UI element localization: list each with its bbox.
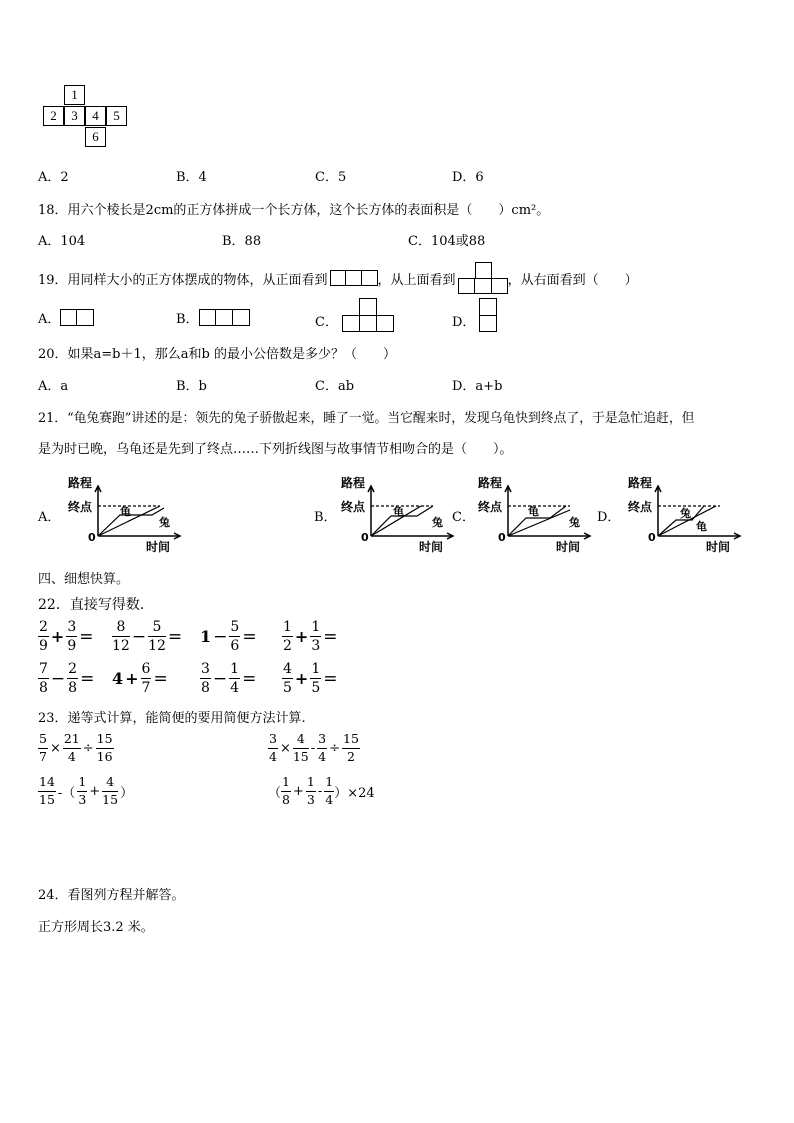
net-cell: 1: [64, 85, 85, 105]
q22-title: 22．直接写得数．: [38, 597, 154, 613]
q23-expr-1: $\frac{5}{7}$ × $\frac{21}{4}$ ÷ $\frac{15}{16}$: [39, 731, 113, 764]
q20-option-d[interactable]: D．a+b: [452, 379, 503, 394]
top-view-figure: [458, 262, 508, 294]
q19-option-a-label: A．: [38, 312, 61, 327]
q23-expr-4: （ $\frac{1}{8}$ + $\frac{1}{3}$ - $\frac{1}{4}$ ）×24: [268, 774, 375, 807]
q23-title: 23．递等式计算，能简便的要用简便方法计算.: [38, 711, 306, 726]
graph-y-label: 路程: [628, 476, 653, 490]
graph-origin: 0: [88, 531, 96, 544]
graph-rabbit-label: 兔: [569, 516, 580, 529]
q22-expr-3: 1 − $\frac{5}{6}$ =: [200, 619, 257, 654]
graph-end-label: 终点: [478, 500, 503, 514]
q19-text-2: ，从上面看到: [377, 272, 456, 288]
q22-expr-6: 4 + $\frac{6}{7}$ =: [112, 661, 168, 696]
q19-option-a-figure: [60, 309, 94, 326]
q21-option-c[interactable]: C．: [452, 510, 475, 525]
q20-option-c[interactable]: C．ab: [315, 379, 355, 394]
q19-option-c[interactable]: [315, 298, 394, 332]
q18-option-b[interactable]: B．88: [222, 234, 262, 249]
q20-text: 20．如果a=b＋1，那么a和b 的最小公倍数是多少？（ ）: [38, 347, 396, 362]
q22-expr-2: $\frac{8}{12}$ − $\frac{5}{12}$ =: [112, 619, 183, 654]
q18-text: 18．用六个棱长是2cm的正方体拼成一个长方体，这个长方体的表面积是（ ）cm²。: [38, 203, 550, 218]
graph-end-label: 终点: [341, 500, 366, 514]
graph-end-label: 终点: [68, 500, 93, 514]
q19-option-d-label: D．: [452, 314, 476, 330]
q19-option-c-label: C．: [315, 314, 338, 330]
graph-turtle-label: 龟: [393, 505, 404, 518]
net-cell: 4: [85, 106, 106, 126]
graph-a: [60, 470, 185, 555]
graph-y-label: 路程: [478, 476, 503, 490]
q21-option-b[interactable]: B．: [314, 510, 337, 525]
q20-option-b[interactable]: B．b: [176, 379, 207, 394]
q17-option-d[interactable]: D．6: [452, 170, 484, 185]
section-title: 四、细想快算。: [38, 572, 130, 587]
graph-b: [333, 470, 458, 555]
graph-d: [620, 470, 745, 555]
q24-text: 正方形周长3.2 米。: [38, 920, 154, 935]
graph-c: [470, 470, 595, 555]
q21-option-a[interactable]: A．: [38, 510, 61, 525]
graph-x-label: 时间: [556, 540, 581, 554]
q19-option-a[interactable]: [38, 308, 94, 327]
q19-option-d-figure: [479, 298, 497, 332]
net-cell: 5: [106, 106, 127, 126]
q20-option-a[interactable]: A．a: [38, 379, 69, 394]
graph-y-label: 路程: [68, 476, 93, 490]
graph-rabbit-label: 兔: [432, 516, 443, 529]
net-cell: 2: [43, 106, 64, 126]
q17-option-b[interactable]: B．4: [176, 170, 207, 185]
q22-expr-7: $\frac{3}{8}$ − $\frac{1}{4}$ =: [201, 661, 257, 696]
q19-text-1: 19．用同样大小的正方体摆成的物体，从正面看到: [38, 272, 328, 288]
q22-expr-5: $\frac{7}{8}$ − $\frac{2}{8}$ =: [39, 661, 95, 696]
graph-y-label: 路程: [341, 476, 366, 490]
graph-origin: 0: [361, 531, 369, 544]
q19-text-3: ，从右面看到（ ）: [507, 272, 638, 288]
net-cell: 3: [64, 106, 85, 126]
graph-turtle-label: 龟: [528, 505, 539, 518]
graph-rabbit-label: 兔: [159, 516, 170, 529]
front-view-figure: [330, 270, 378, 286]
q22-expr-4: $\frac{1}{2}$ + $\frac{1}{3}$ =: [283, 619, 338, 654]
graph-turtle-label: 龟: [120, 505, 131, 518]
net-cell: 6: [85, 127, 106, 147]
q19-question: [38, 262, 638, 294]
q24-title: 24．看图列方程并解答。: [38, 888, 185, 903]
q19-option-b-figure: [199, 309, 250, 326]
q23-expr-2: $\frac{3}{4}$ × $\frac{4}{15}$ - $\frac{3}{4}$ ÷ $\frac{15}{2}$: [269, 731, 359, 764]
q17-option-a[interactable]: A．2: [38, 170, 69, 185]
q19-option-c-figure: [342, 298, 394, 332]
graph-x-label: 时间: [706, 540, 731, 554]
q23-expr-3: $\frac{14}{15}$ -（ $\frac{1}{3}$ + $\frac{4}{15}$ ）: [39, 774, 134, 807]
graph-x-label: 时间: [146, 540, 171, 554]
q21-option-d[interactable]: D．: [597, 510, 621, 525]
graph-end-label: 终点: [628, 500, 653, 514]
q18-option-c[interactable]: C．104或88: [408, 234, 486, 249]
q18-option-a[interactable]: A．104: [38, 234, 86, 249]
graph-rabbit-label: 龟: [696, 520, 707, 533]
q19-option-d[interactable]: [452, 298, 497, 332]
graph-x-label: 时间: [419, 540, 444, 554]
q21-text-line1: 21．“龟兔赛跑”讲述的是：领先的兔子骄傲起来，睡了一觉。当它醒来时，发现乌龟快到终点了，于是急忙追赶，但: [38, 411, 695, 426]
graph-origin: 0: [648, 531, 656, 544]
graph-origin: 0: [498, 531, 506, 544]
q19-option-b-label: B．: [176, 312, 199, 327]
q17-option-c[interactable]: C．5: [315, 170, 347, 185]
graph-turtle-label: 兔: [680, 507, 691, 520]
q21-text-line2: 是为时已晚，乌龟还是先到了终点……下列折线图与故事情节相吻合的是（ ）。: [38, 442, 513, 457]
q19-option-b[interactable]: [176, 308, 250, 327]
q22-expr-1: $\frac{2}{9}$ + $\frac{3}{9}$ =: [39, 619, 94, 654]
q22-expr-8: $\frac{4}{5}$ + $\frac{1}{5}$ =: [283, 661, 338, 696]
